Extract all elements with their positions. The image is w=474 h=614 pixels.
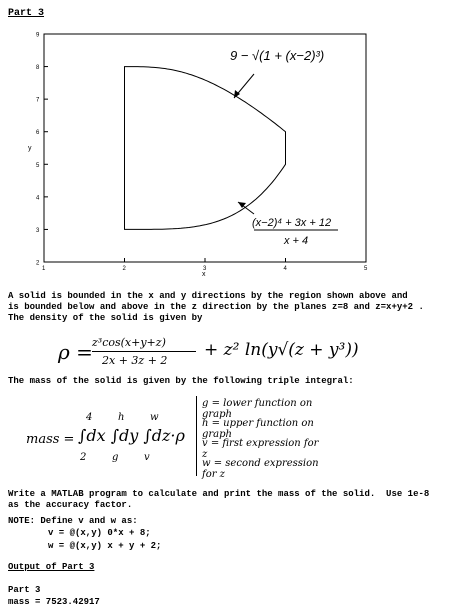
matlab-instructions: Write a MATLAB program to calculate and print the mass of the solid. Use 1e-8 as the accuracy factor. bbox=[8, 489, 430, 510]
region-plot bbox=[22, 26, 462, 278]
density-equation bbox=[58, 334, 418, 374]
y-tick-label: 8 bbox=[36, 65, 40, 72]
x-tick-label: 3 bbox=[203, 266, 207, 272]
v-definition: v = @(x,y) 0*x + 8; bbox=[48, 528, 151, 538]
integral-body: ∫dx ∫dy ∫dz·ρ bbox=[78, 426, 185, 445]
note-label: NOTE: Define v and w as: bbox=[8, 516, 138, 526]
x-axis-label: x bbox=[202, 271, 206, 278]
x-tick-label: 4 bbox=[283, 266, 287, 272]
x-tick-label: 1 bbox=[42, 266, 46, 272]
y-tick-label: 7 bbox=[36, 97, 40, 104]
y-tick-label: 4 bbox=[36, 195, 40, 202]
x-tick-label: 2 bbox=[122, 266, 126, 272]
page-heading: Part 3 bbox=[8, 8, 45, 19]
problem-description: A solid is bounded in the x and y directions by the region shown above and is bounded below and above in the z direction by the planes z=8 and z=x+y+2 . The density of the solid is given by bbox=[8, 291, 424, 323]
definition-g: g = lower function on graph bbox=[202, 398, 313, 420]
triple-integral bbox=[26, 396, 326, 480]
y-tick-label: 5 bbox=[36, 162, 40, 169]
output-line-part: Part 3 bbox=[8, 585, 41, 595]
definition-w: w = second expression for z bbox=[202, 458, 319, 480]
density-lhs: ρ = bbox=[58, 340, 93, 364]
density-fraction-numerator: z³cos(x+y+z) bbox=[92, 336, 166, 349]
upper-curve-label: 9 − √(1 + (x−2)³) bbox=[230, 48, 325, 63]
output-heading: Output of Part 3 bbox=[8, 562, 95, 572]
y-tick-label: 2 bbox=[36, 260, 40, 267]
density-log-term: + z² ln(y√(z + y³)) bbox=[204, 340, 359, 360]
density-fraction-denominator: 2x + 3z + 2 bbox=[102, 354, 168, 367]
x-axis-ticks bbox=[42, 258, 368, 272]
y-axis-label: y bbox=[28, 145, 32, 152]
limit-lower-z: v bbox=[144, 452, 150, 463]
y-tick-label: 3 bbox=[36, 227, 40, 234]
limit-upper-y: h bbox=[118, 412, 125, 423]
limit-upper-x: 4 bbox=[86, 412, 93, 423]
lower-curve-label-num: (x−2)⁴ + 3x + 12 bbox=[252, 217, 332, 229]
limit-lower-x: 2 bbox=[80, 452, 87, 463]
lower-curve-label-den: x + 4 bbox=[284, 235, 309, 247]
x-tick-label: 5 bbox=[364, 266, 368, 272]
definition-h: h = upper function on graph bbox=[202, 418, 314, 440]
definitions-divider bbox=[196, 396, 197, 476]
mass-intro: The mass of the solid is given by the following triple integral: bbox=[8, 376, 354, 386]
w-definition: w = @(x,y) x + y + 2; bbox=[48, 541, 162, 551]
definition-v: v = first expression for z bbox=[202, 438, 319, 460]
output-line-mass: mass = 7523.42917 bbox=[8, 597, 100, 607]
y-tick-label: 9 bbox=[36, 32, 40, 39]
plot-svg bbox=[22, 26, 462, 278]
region-boundary bbox=[125, 67, 286, 230]
y-axis-ticks bbox=[36, 33, 48, 267]
integral-lhs: mass = bbox=[26, 432, 75, 447]
limit-upper-z: w bbox=[150, 412, 159, 423]
limit-lower-y: g bbox=[112, 452, 119, 463]
density-fraction-bar bbox=[92, 351, 196, 352]
y-tick-label: 6 bbox=[36, 130, 40, 137]
